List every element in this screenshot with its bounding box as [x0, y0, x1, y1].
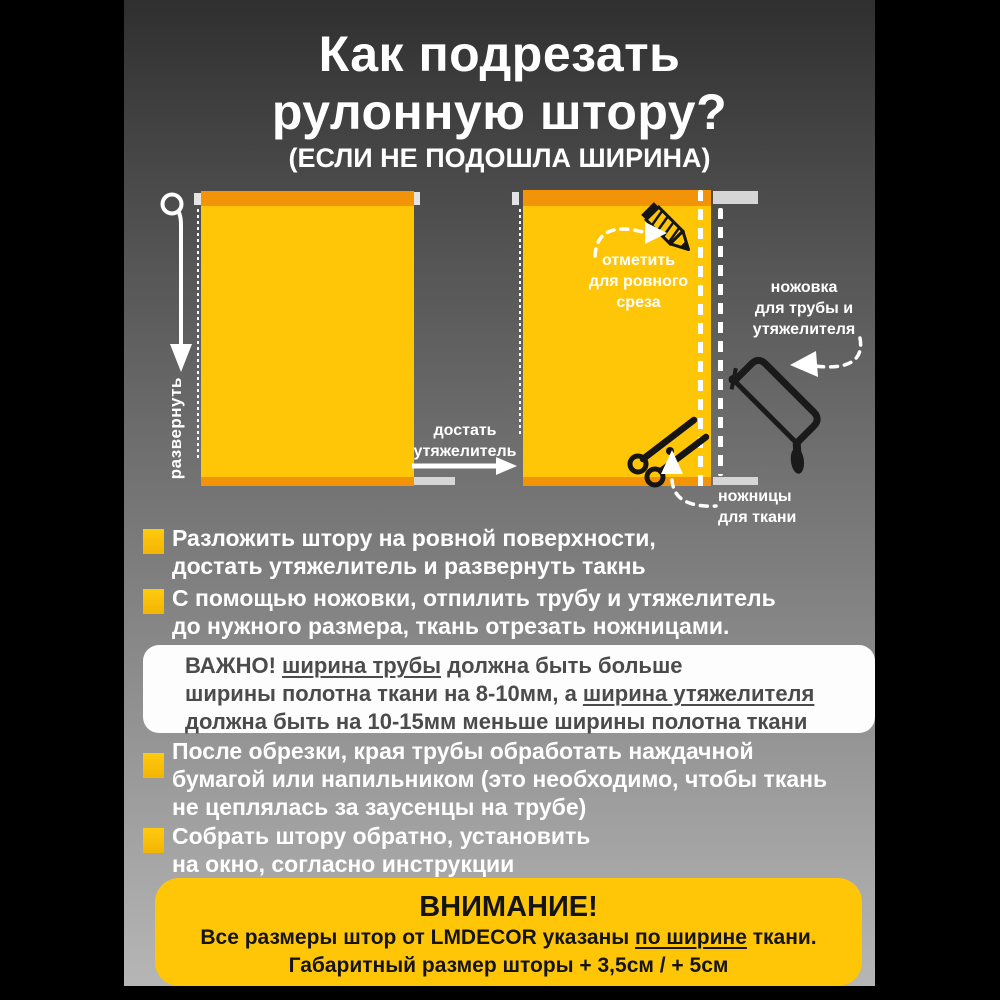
unroll-label: развернуть — [166, 376, 185, 480]
step4-bullet — [143, 828, 164, 853]
edge-dotted-line-right — [519, 209, 521, 437]
tube-end-stub — [713, 191, 758, 204]
blind-fabric — [201, 206, 414, 477]
right-arrow-icon — [410, 456, 520, 476]
step2-bullet — [143, 589, 164, 614]
important-note-text: ВАЖНО! ширина трубы должна быть больше ширины полотна ткани на 8-10мм, а ширина утяжелителя должна быть на 10-15мм меньше ширины полотна ткани — [185, 653, 815, 734]
weight-bar — [201, 477, 414, 486]
weight-end-bar — [410, 477, 455, 485]
mark-label: отметить для ровного среза — [588, 252, 689, 311]
attention-box — [155, 878, 862, 986]
hacksaw-icon — [722, 338, 842, 463]
attention-title: ВНИМАНИЕ! — [419, 891, 598, 923]
infographic — [124, 0, 875, 986]
step1-text: Разложить штору на ровной поверхности, достать утяжелитель и развернуть такнь — [172, 525, 656, 579]
attention-line2: Габаритный размер шторы + 3,5см / + 5см — [288, 954, 729, 977]
tube-cap-left — [194, 193, 201, 205]
page-title-line2: рулонную штору? — [271, 84, 728, 140]
attention-line1: Все размеры штор от LMDECOR указаны по ширине ткани. — [200, 926, 817, 949]
step4-text: Собрать штору обратно, установить на окно, согласно инструкции — [172, 823, 591, 877]
step1-bullet — [143, 529, 164, 554]
roller-tube — [201, 191, 414, 206]
step2-text: С помощью ножовки, отпилить трубу и утяжелитель до нужного размера, ткань отрезать ножницами. — [172, 585, 776, 639]
tube-cap-right — [413, 192, 420, 205]
scissors-label: ножницы для ткани — [718, 488, 797, 526]
edge-dotted-line-left — [197, 209, 199, 461]
page-title-line1: Как подрезать — [318, 26, 681, 82]
step3-bullet — [143, 753, 164, 778]
hacksaw-label: ножовка для трубы и утяжелителя — [752, 279, 856, 338]
tube-cap-left2 — [512, 192, 519, 205]
page-subtitle: (ЕСЛИ НЕ ПОДОШЛА ШИРИНА) — [288, 143, 711, 173]
extract-weight-label: достать утяжелитель — [413, 422, 517, 460]
step3-text: После обрезки, края трубы обработать наждачной бумагой или напильником (это необходимо, чтобы ткань не цеплялась за заусенцы на трубе) — [172, 738, 828, 820]
important-note-box — [143, 645, 875, 733]
